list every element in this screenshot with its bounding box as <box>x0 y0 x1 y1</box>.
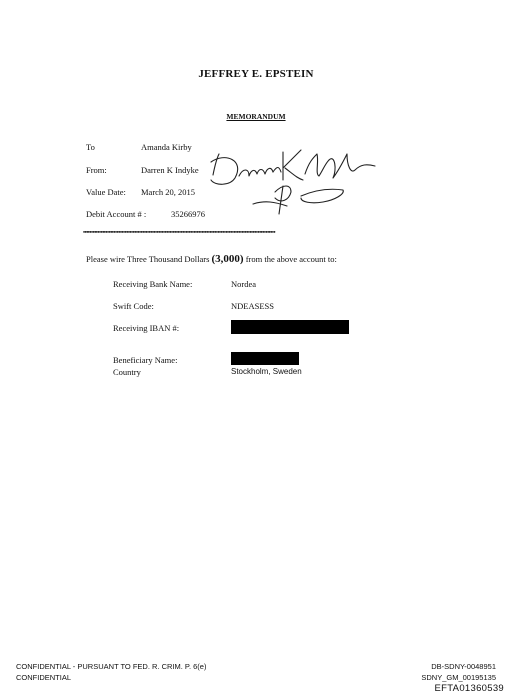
beneficiary-redaction <box>231 352 299 365</box>
iban-redaction <box>231 320 349 334</box>
footer-bates-db: DB-SDNY-0048951 <box>431 662 496 671</box>
wire-amount: (3,000) <box>211 253 244 265</box>
separator-line: •••••••••••••••••••••••••••••••••••••••••••••••••••••••••••••••••••••••••••••••••••••••••••••••••••••••••••••••••••••••• <box>83 230 276 236</box>
value-date-label: Value Date: <box>86 187 126 197</box>
footer-confidential: CONFIDENTIAL <box>16 673 72 682</box>
to-label: To <box>86 142 95 152</box>
country-label: Country <box>113 367 141 377</box>
receiving-bank-value: Nordea <box>231 279 257 289</box>
footer-efta-number: EFTA01360539 <box>434 683 504 694</box>
from-value: Darren K Indyke <box>141 165 199 175</box>
memorandum-heading: MEMORANDUM <box>226 112 286 121</box>
country-value: Stockholm, Sweden <box>231 367 302 376</box>
value-date-value: March 20, 2015 <box>141 187 196 197</box>
receiving-iban-label: Receiving IBAN #: <box>113 323 180 333</box>
debit-account-value: 35266976 <box>171 209 205 219</box>
document-title: JEFFREY E. EPSTEIN <box>198 68 314 80</box>
handwritten-signature <box>205 140 385 225</box>
swift-code-value: NDEASESS <box>231 301 274 311</box>
beneficiary-name-label: Beneficiary Name: <box>113 355 178 365</box>
wire-instruction <box>86 253 337 265</box>
to-value: Amanda Kirby <box>141 142 192 152</box>
from-label: From: <box>86 165 107 175</box>
footer-confidential-notice: CONFIDENTIAL - PURSUANT TO FED. R. CRIM. P. 6(e) <box>16 662 207 671</box>
debit-account-label: Debit Account # : <box>86 209 147 219</box>
wire-instruction-suffix: from the above account to: <box>245 254 337 264</box>
receiving-bank-label: Receiving Bank Name: <box>113 279 193 289</box>
footer-bates-sdny: SDNY_GM_00195135 <box>421 673 496 682</box>
swift-code-label: Swift Code: <box>113 301 154 311</box>
wire-instruction-prefix: Please wire Three Thousand Dollars <box>86 254 210 264</box>
